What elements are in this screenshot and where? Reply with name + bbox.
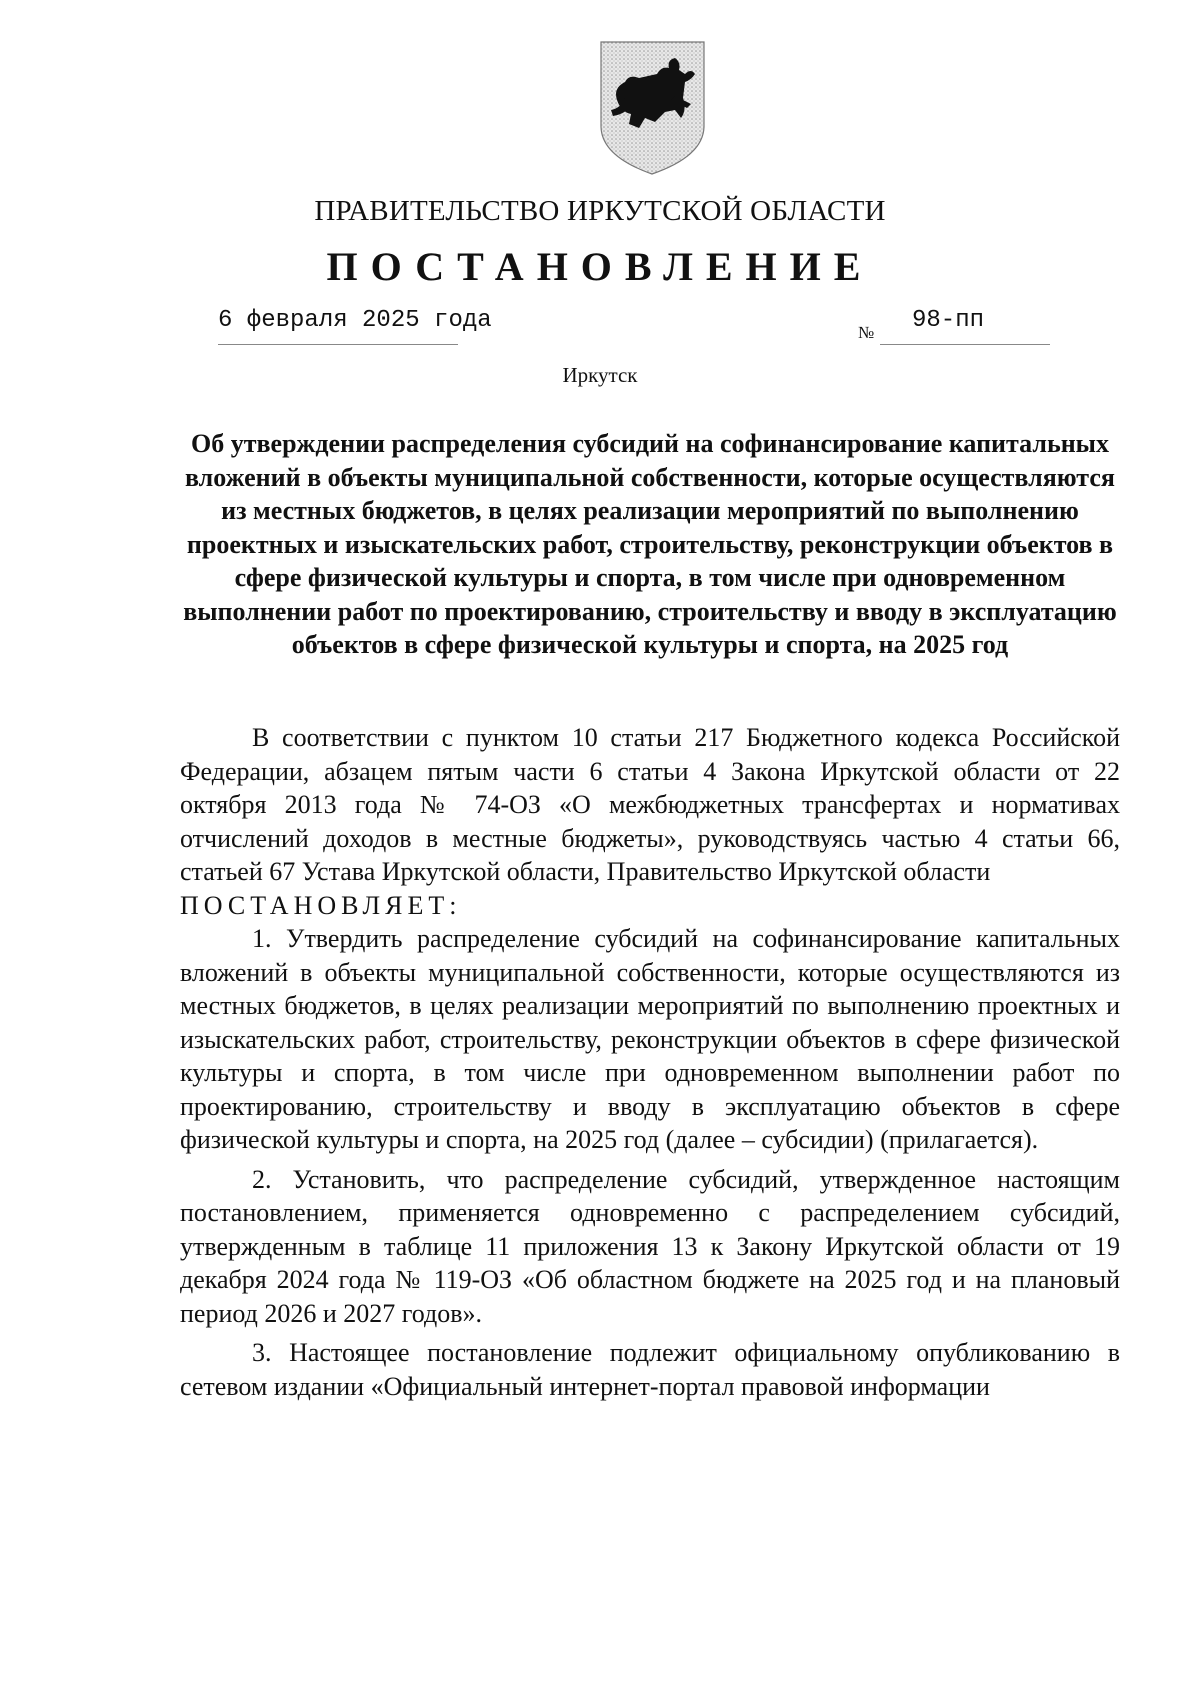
document-date: 6 февраля 2025 года xyxy=(218,307,492,334)
organization-name: ПРАВИТЕЛЬСТВО ИРКУТСКОЙ ОБЛАСТИ xyxy=(314,195,886,227)
number-underline xyxy=(880,344,1050,345)
document-type: ПОСТАНОВЛЕНИЕ xyxy=(326,244,874,289)
document-body xyxy=(180,721,1120,1403)
point-2-paragraph: 2. Установить, что распределение субсидий, утвержденное настоящим постановлением, применяется одновременно с распределением субсидий, утвержденным в таблице 11 приложения 13 к Закону Иркутской области от 19 декабря 2024 года № 119-ОЗ «Об областном бюджете на 2025 год и на плановый период 2026 и 2027 годов». xyxy=(180,1164,1120,1328)
coat-of-arms-emblem xyxy=(595,38,710,178)
point-1-paragraph: 1. Утвердить распределение субсидий на софинансирование капитальных вложений в объекты муниципальной собственности, которые осуществляются из местных бюджетов, в целях реализации мероприятий по выполнению проектных и изыскательских работ, строительству, реконструкции объектов в сфере физической культуры и спорта, в том числе при одновременном выполнении работ по проектированию, строительству и вводу в эксплуатацию объектов в сфере физической культуры и спорта, на 2025 год (далее – субсидии) (прилагается). xyxy=(180,924,1120,1154)
resolve-heading: ПОСТАНОВЛЯЕТ: xyxy=(180,890,462,920)
document-number: 98-пп xyxy=(912,307,985,334)
number-sign: № xyxy=(858,323,875,342)
city: Иркутск xyxy=(562,363,638,387)
date-underline xyxy=(218,344,458,345)
preamble-paragraph: В соответствии с пунктом 10 статьи 217 Бюджетного кодекса Российской Федерации, абзацем пятым части 6 статьи 4 Закона Иркутской области от 22 октября 2013 года № 74-ОЗ «О межбюджетных трансфертах и нормативах отчислений доходов в местные бюджеты», руководствуясь частью 4 статьи 66, статьей 67 Устава Иркутской области, Правительство Иркутской области xyxy=(180,723,1120,886)
document-title: Об утверждении распределения субсидий на софинансирование капитальных вложений в объекты муниципальной собственности, которые осуществляются из местных бюджетов, в целях реализации мероприятий по выполнению проектных и изыскательских работ, строительству, реконструкции объектов в сфере физической культуры и спорта, в том числе при одновременном выполнении работ по проектированию, строительству и вводу в эксплуатацию объектов в сфере физической культуры и спорта, на 2025 год xyxy=(183,429,1117,659)
point-3-paragraph: 3. Настоящее постановление подлежит официальному опубликованию в сетевом издании «Официальный интернет-портал правовой информации xyxy=(180,1338,1120,1401)
